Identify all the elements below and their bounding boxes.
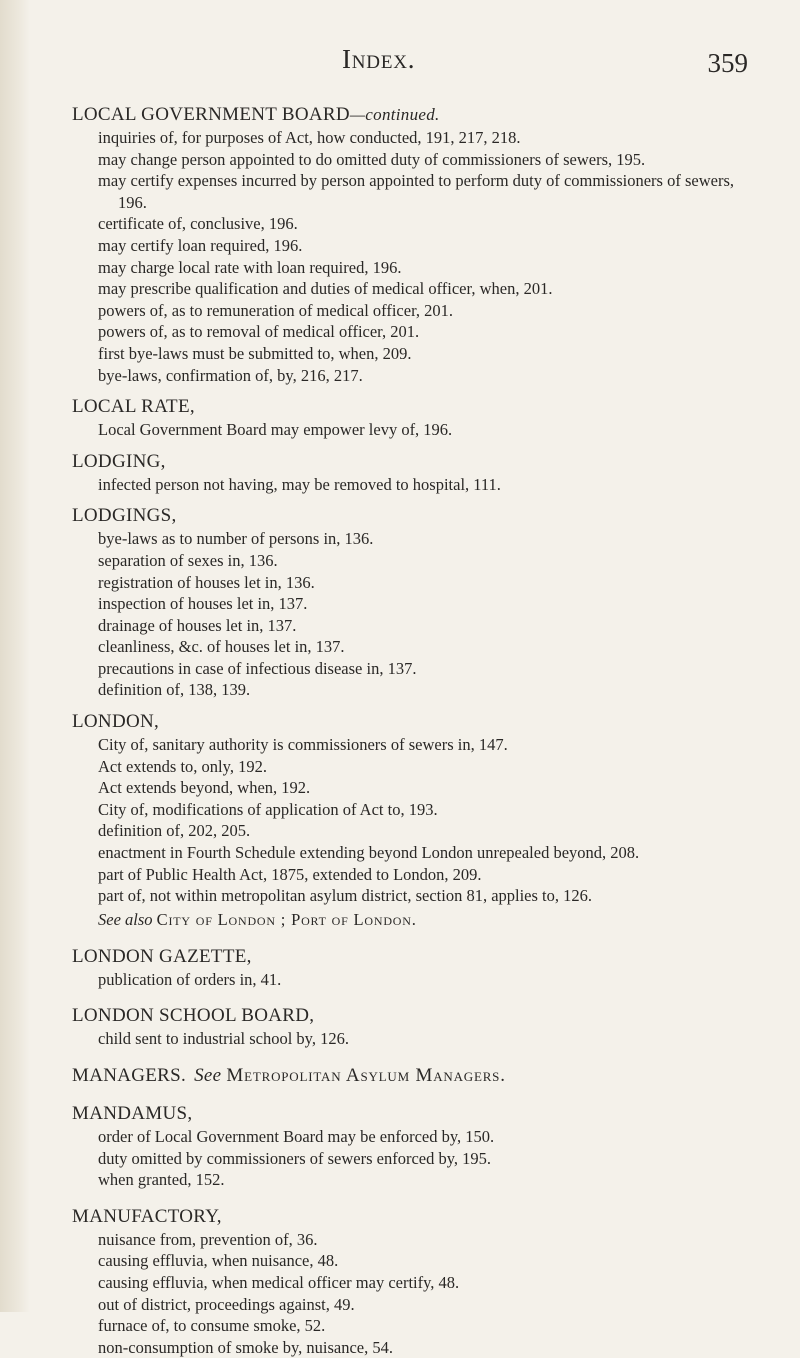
entry-heading: LONDON GAZETTE,: [72, 945, 252, 967]
entry-mandamus: [72, 1101, 748, 1191]
sub-entry: definition of, 138, 139.: [98, 680, 251, 700]
entry-local-rate: [72, 394, 748, 441]
entry-lodgings: [72, 503, 748, 701]
heading-text: LOCAL GOVERNMENT BOARD: [72, 104, 350, 125]
sub-entry: cleanliness, &c. of houses let in, 137.: [98, 637, 345, 657]
running-head: [72, 44, 748, 84]
see-also-label: See also: [98, 909, 153, 929]
entry-heading: MANUFACTORY,: [72, 1205, 222, 1227]
sub-entry: may certify loan required, 196.: [98, 235, 303, 255]
entry-local-government-board: [72, 102, 748, 386]
sub-entry: part of Public Health Act, 1875, extended to London, 209.: [98, 864, 482, 884]
sub-entry: City of, sanitary authority is commissioners of sewers in, 147.: [98, 735, 508, 755]
running-head-title: Index.: [342, 44, 416, 74]
entry-london-gazette: [72, 944, 748, 991]
sub-entry: non-consumption of smoke by, nuisance, 54.: [98, 1337, 393, 1357]
sub-entry: Act extends to, only, 192.: [98, 756, 267, 776]
entry-london-school-board: [72, 1003, 748, 1050]
sub-entry: child sent to industrial school by, 126.: [98, 1029, 349, 1049]
sub-entry: precautions in case of infectious disease in, 137.: [98, 658, 417, 678]
entry-heading: [72, 102, 748, 127]
sub-entry: nuisance from, prevention of, 36.: [98, 1229, 318, 1249]
sub-entry: City of, modifications of application of Act to, 193.: [98, 799, 438, 819]
sub-entry: part of, not within metropolitan asylum district, section 81, applies to, 126.: [98, 886, 593, 906]
continued-label: —continued.: [349, 105, 440, 124]
sub-entry: causing effluvia, when nuisance, 48.: [98, 1251, 339, 1271]
sub-entry: Act extends beyond, when, 192.: [98, 778, 311, 798]
entry-heading: MANDAMUS,: [72, 1103, 193, 1124]
sub-entry: may certify expenses incurred by person appointed to perform duty of commissioners of sewers, 196.: [98, 171, 734, 212]
sub-entry: bye-laws, confirmation of, by, 216, 217.: [98, 365, 363, 385]
sub-entry: inquiries of, for purposes of Act, how conducted, 191, 217, 218.: [98, 128, 521, 147]
sub-entry: enactment in Fourth Schedule extending beyond London unrepealed beyond, 208.: [98, 843, 640, 863]
sub-entry: registration of houses let in, 136.: [98, 572, 315, 592]
entry-managers: [72, 1063, 748, 1088]
sub-entry: may charge local rate with loan required, 196.: [98, 257, 402, 277]
entry-london: [72, 709, 748, 931]
entry-heading: [72, 1063, 748, 1088]
sub-entry: inspection of houses let in, 137.: [98, 594, 308, 614]
entry-lodging: [72, 449, 748, 496]
entry-heading: LOCAL RATE,: [72, 396, 195, 418]
sub-entry: when granted, 152.: [98, 1170, 225, 1190]
entry-heading: LONDON SCHOOL BOARD,: [72, 1005, 315, 1027]
see-also-text: City of London ; Port of London.: [156, 909, 417, 929]
page-number: 359: [707, 48, 748, 78]
sub-entry: powers of, as to removal of medical officer, 201.: [98, 322, 420, 342]
sub-entry: definition of, 202, 205.: [98, 821, 251, 841]
sub-entry: publication of orders in, 41.: [98, 969, 282, 989]
sub-entry: first bye-laws must be submitted to, when, 209.: [98, 343, 412, 363]
sub-entry: may change person appointed to do omitted duty of commissioners of sewers, 195.: [98, 149, 646, 169]
sub-entry: bye-laws as to number of persons in, 136.: [98, 529, 374, 549]
sub-entry: drainage of houses let in, 137.: [98, 615, 297, 635]
sub-entry: Local Government Board may empower levy of, 196.: [98, 420, 453, 440]
sub-entry: out of district, proceedings against, 49.: [98, 1294, 355, 1314]
sub-entry: may prescribe qualification and duties of medical officer, when, 201.: [98, 279, 553, 299]
sub-entry: infected person not having, may be removed to hospital, 111.: [98, 474, 501, 494]
see-text: Metropolitan Asylum Managers.: [226, 1065, 506, 1086]
sub-entry: separation of sexes in, 136.: [98, 550, 278, 570]
sub-entry: causing effluvia, when medical officer may certify, 48.: [98, 1272, 460, 1292]
entry-heading: LODGINGS,: [72, 505, 177, 527]
sub-entry: order of Local Government Board may be enforced by, 150.: [98, 1127, 495, 1146]
entry-heading: LONDON,: [72, 711, 160, 733]
entry-manufactory: [72, 1204, 748, 1358]
entry-heading: LODGING,: [72, 450, 166, 472]
sub-entry: powers of, as to remuneration of medical officer, 201.: [98, 300, 454, 320]
sub-entry: certificate of, conclusive, 196.: [98, 214, 298, 234]
sub-entry: furnace of, to consume smoke, 52.: [98, 1316, 326, 1336]
sub-entry: duty omitted by commissioners of sewers enforced by, 195.: [98, 1148, 492, 1168]
heading-text: MANAGERS.: [72, 1065, 187, 1086]
see-label: See: [194, 1065, 222, 1086]
see-also-reference: [98, 909, 748, 931]
